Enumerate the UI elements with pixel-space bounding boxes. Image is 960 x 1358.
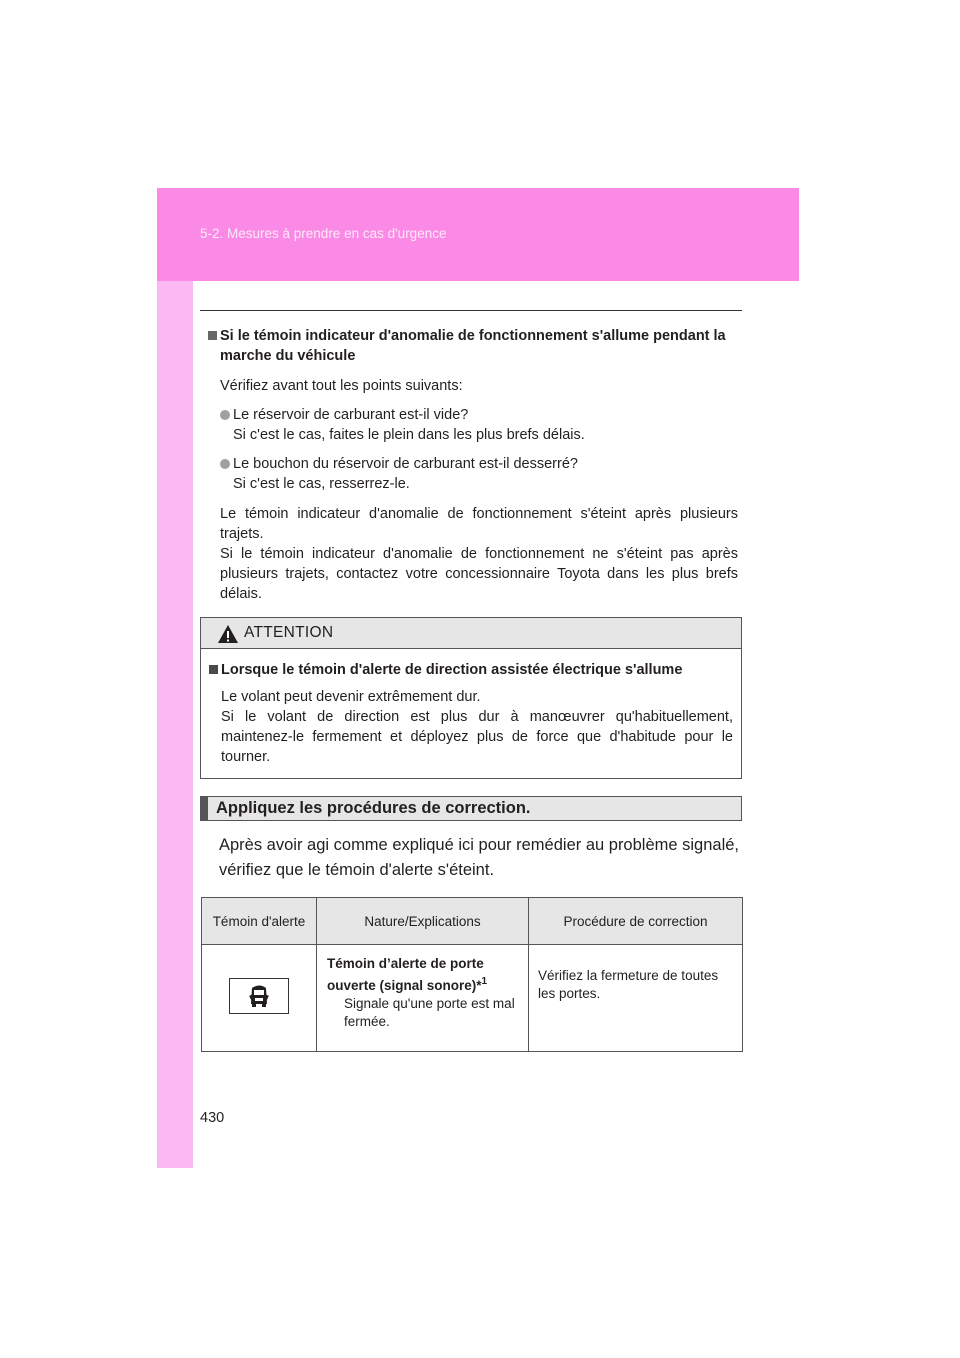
warning-table <box>201 897 743 1052</box>
paragraph: Le volant peut devenir extrêmement dur. <box>221 689 481 705</box>
divider <box>200 310 742 311</box>
list-item: Le bouchon du réservoir de carburant est-il desserré? Si c'est le cas, resserrez-le. <box>220 454 738 494</box>
warning-icon-cell <box>202 945 317 1052</box>
circle-bullet-icon <box>220 410 230 420</box>
check-intro: Vérifiez avant tout les points suivants: <box>220 378 463 394</box>
warning-description: Signale qu'une porte est mal fermée. <box>344 996 515 1029</box>
page-number: 430 <box>200 1110 225 1126</box>
square-bullet-icon <box>208 331 217 340</box>
door-open-warning-icon <box>229 978 289 1014</box>
heading-bar <box>201 797 208 820</box>
square-bullet-icon <box>209 665 218 674</box>
table-header-row <box>202 898 743 945</box>
list-item: Le réservoir de carburant est-il vide? Si c'est le cas, faites le plein dans les plus brefs délais. <box>220 405 738 445</box>
section-header: 5-2. Mesures à prendre en cas d'urgence <box>200 226 447 241</box>
attention-box <box>200 617 742 779</box>
nature-cell <box>317 945 529 1052</box>
procedure-intro: Après avoir agi comme expliqué ici pour remédier au problème signalé, vérifiez que le témoin d'alerte s'éteint. <box>219 836 740 879</box>
table-row <box>202 945 743 1052</box>
paragraph: Le témoin indicateur d'anomalie de fonctionnement s'éteint après plusieurs trajets. <box>220 506 738 542</box>
procedure-title: Appliquez les procédures de correction. <box>216 799 531 817</box>
attention-heading: Lorsque le témoin d'alerte de direction assistée électrique s'allume <box>209 660 733 680</box>
column-header: Nature/Explications <box>317 898 529 945</box>
procedure-cell: Vérifiez la fermeture de toutes les portes. <box>529 945 743 1052</box>
circle-bullet-icon <box>220 459 230 469</box>
warning-triangle-icon <box>217 624 239 644</box>
side-strip <box>157 188 193 1168</box>
paragraph: Si le témoin indicateur d'anomalie de fonctionnement ne s'éteint pas après plusieurs trajets, contactez votre concessionnaire Toyota dans les plus brefs délais. <box>220 546 738 602</box>
paragraph: Si le volant de direction est plus dur à manœuvrer qu'habituellement, maintenez-le fermement et déployez plus de force que d'habitude pour le tourner. <box>221 709 733 765</box>
column-header: Témoin d'alerte <box>202 898 317 945</box>
column-header: Procédure de correction <box>529 898 743 945</box>
attention-title: ATTENTION <box>244 624 334 641</box>
malfunction-section <box>208 326 738 604</box>
attention-header <box>201 618 741 649</box>
malfunction-heading: Si le témoin indicateur d'anomalie de fonctionnement s'allume pendant la marche du véhicule <box>208 326 738 366</box>
procedure-heading-box <box>200 796 742 821</box>
warning-name: Témoin d’alerte de porte ouverte (signal sonore)*$^1$ <box>327 956 488 993</box>
